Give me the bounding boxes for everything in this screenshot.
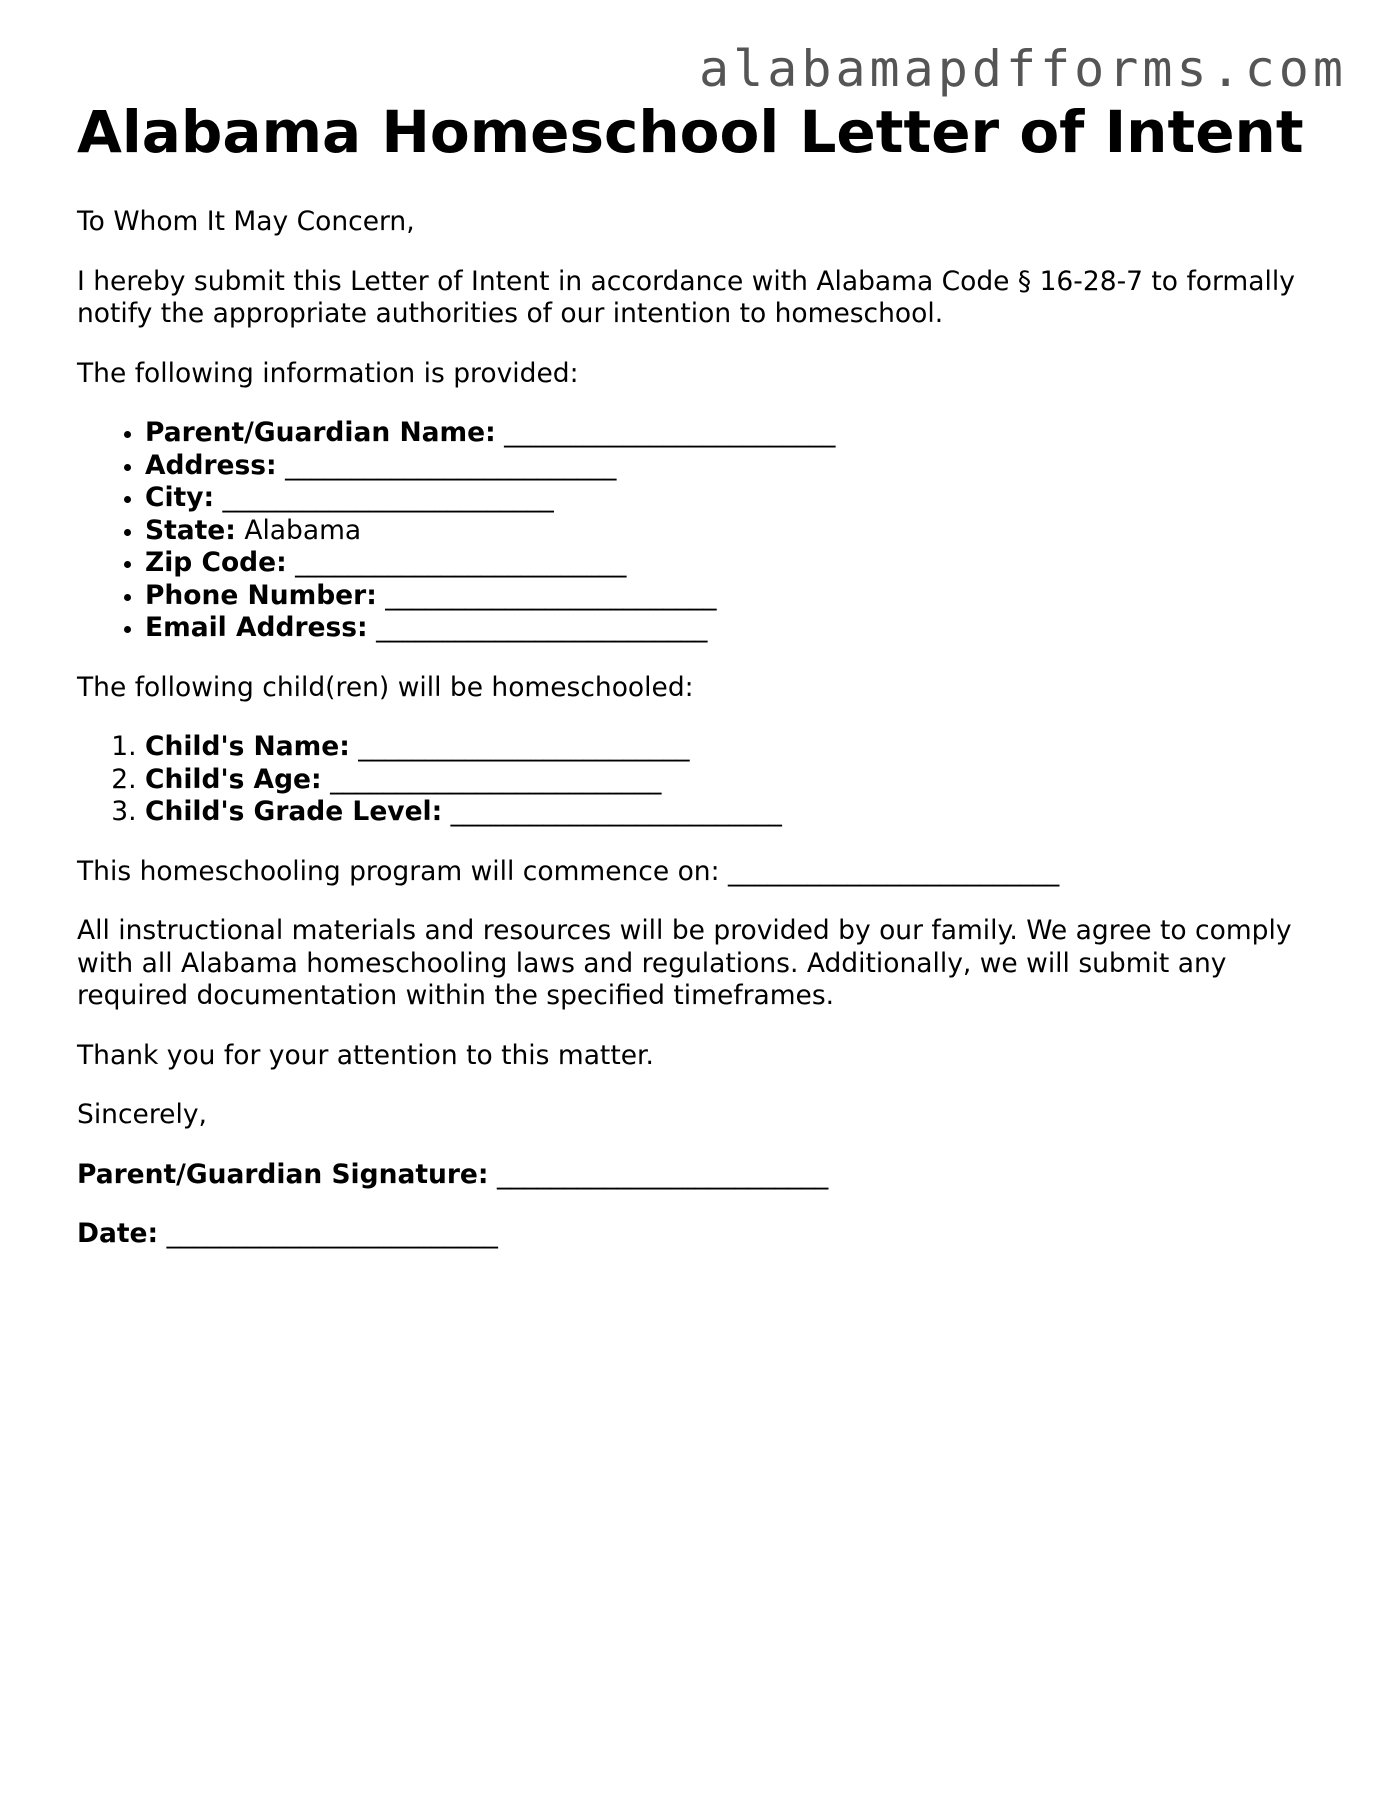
- signature-line: [77, 1159, 1317, 1192]
- field-blank[interactable]: _________________________: [450, 796, 782, 827]
- intro-paragraph: I hereby submit this Letter of Intent in accordance with Alabama Code § 16-28-7 to formally notify the appropriate authorities of our intention to homeschool.: [77, 265, 1295, 329]
- field-blank[interactable]: _________________________: [295, 547, 627, 578]
- list-item-child-grade: [145, 796, 1317, 829]
- thanks-line: Thank you for your attention to this matter.: [77, 1039, 654, 1071]
- list-item-child-name: [145, 731, 1317, 764]
- field-label: Address:: [145, 449, 277, 481]
- parent-info-list: [77, 417, 1317, 645]
- field-label: Child's Age:: [145, 763, 322, 795]
- field-label: Zip Code:: [145, 547, 287, 578]
- list-item-child-age: [145, 764, 1317, 797]
- list-item-state: [145, 515, 1317, 548]
- list-item-city: [145, 482, 1317, 515]
- signature-blank[interactable]: _________________________: [496, 1158, 829, 1190]
- watermark: alabamapdfforms.com: [699, 40, 1347, 98]
- field-blank[interactable]: _________________________: [358, 731, 690, 762]
- signature-label: Parent/Guardian Signature:: [77, 1158, 489, 1190]
- field-label: Email Address:: [145, 612, 368, 643]
- field-label: City:: [145, 482, 215, 513]
- closing-line: Sincerely,: [77, 1099, 207, 1130]
- field-label: Parent/Guardian Name:: [145, 417, 496, 448]
- field-blank[interactable]: _________________________: [222, 482, 554, 513]
- date-line: [77, 1218, 1317, 1251]
- date-blank[interactable]: _________________________: [166, 1218, 498, 1249]
- list-item-phone: [145, 580, 1317, 613]
- children-info-list: [77, 731, 1317, 829]
- field-blank[interactable]: _________________________: [285, 449, 617, 481]
- list-item-email: [145, 612, 1317, 645]
- list-item-zip: [145, 547, 1317, 580]
- materials-paragraph: All instructional materials and resources will be provided by our family. We agree to comply with all Alabama homeschooling laws and regulations. Additionally, we will submit any required documentation within the specified timeframes.: [77, 915, 1292, 1011]
- list-item-address: [145, 450, 1317, 483]
- info-intro: The following information is provided:: [77, 357, 579, 389]
- field-label: Child's Name:: [145, 731, 350, 762]
- page-title: Alabama Homeschool Letter of Intent: [77, 98, 1304, 166]
- field-blank[interactable]: _________________________: [330, 763, 662, 795]
- field-blank[interactable]: _________________________: [376, 612, 708, 643]
- letter-page: [77, 96, 1317, 1251]
- date-label: Date:: [77, 1218, 159, 1249]
- commence-line: This homeschooling program will commence on: _________________________: [77, 855, 1060, 887]
- children-intro: The following child(ren) will be homeschooled:: [77, 671, 694, 703]
- salutation: To Whom It May Concern,: [77, 206, 415, 237]
- field-label: Child's Grade Level:: [145, 796, 443, 827]
- field-blank[interactable]: _________________________: [385, 579, 717, 611]
- field-label: State:: [145, 514, 236, 546]
- field-label: Phone Number:: [145, 579, 377, 611]
- field-blank[interactable]: _________________________: [504, 417, 836, 448]
- list-item-parent-name: [145, 417, 1317, 450]
- field-value: Alabama: [244, 514, 362, 546]
